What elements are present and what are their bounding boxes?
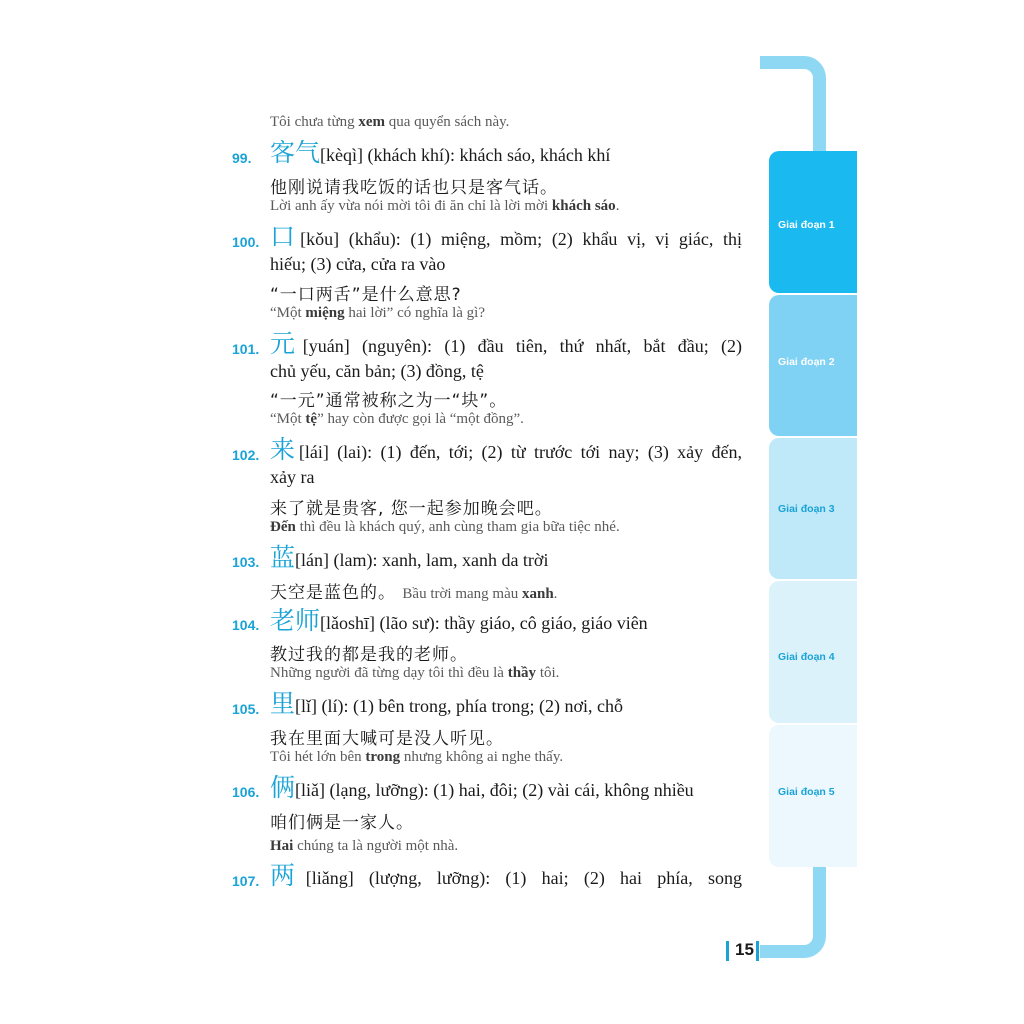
tab-stage-4[interactable]: Giai đoạn 4 [769,581,857,723]
example-chinese: 教过我的都是我的老师。 [270,645,468,665]
entry-number: 105. [232,701,260,717]
entry-number: 107. [232,873,260,889]
example-chinese: 咱们俩是一家人。 [270,813,414,833]
entry-headline-cont: chủ yếu, căn bản; (3) đồng, tệ [270,361,484,381]
page-number: 15 [735,940,754,959]
entry-hanzi: 里 [270,689,296,718]
side-bracket-bottom [760,858,826,958]
example-translation: “Một tệ” hay còn được gọi là “một đồng”. [270,411,524,427]
entry-number: 106. [232,784,260,800]
entry-hanzi: 客气 [270,138,321,167]
example-translation: Lời anh ấy vừa nói mời tôi đi ăn chỉ là lời mời khách sáo. [270,198,620,214]
entry-hanzi: 俩 [270,773,296,802]
example-chinese: 我在里面大喊可是没人听见。 [270,729,504,749]
example-translation: Tôi hét lớn bên trong nhưng không ai nghe thấy. [270,749,564,765]
entry-number: 100. [232,234,260,250]
page-number-bar-right [756,941,759,961]
entry-hanzi: 来 [270,435,299,464]
entry-headline: 来[lái] (lai): (1) đến, tới; (2) từ trước tới nay; (3) xảy đến, [270,435,742,464]
example-translation: Tôi chưa từng xem qua quyển sách này. [270,114,510,130]
entry-headline: 里[lǐ] (lí): (1) bên trong, phía trong; (2) nơi, chỗ [270,689,623,718]
tab-stage-1[interactable]: Giai đoạn 1 [769,151,857,293]
example-chinese: “一元”通常被称之为一“块”。 [270,391,508,411]
example-translation: Đến thì đều là khách quý, anh cùng tham gia bữa tiệc nhé. [270,519,620,535]
entry-headline: 蓝[lán] (lam): xanh, lam, xanh da trời [270,543,549,572]
entry-number: 104. [232,617,260,633]
entry-headline: 客气[kèqì] (khách khí): khách sáo, khách khí [270,138,611,167]
entry-headline-cont: hiếu; (3) cửa, cửa ra vào [270,254,446,274]
entry-number: 101. [232,341,260,357]
example-chinese: “一口两舌”是什么意思? [270,285,462,305]
example-chinese: 他刚说请我吃饭的话也只是客气话。 [270,178,558,198]
page-number-bar-left [726,941,729,961]
entry-headline: 两[liǎng] (lượng, lưỡng): (1) hai; (2) hai phía, song [270,861,742,890]
entry-headline-cont: xảy ra [270,467,315,487]
entry-headline: 口[kǒu] (khẩu): (1) miệng, mồm; (2) khẩu vị, vị giác, thị [270,222,742,251]
entry-hanzi: 蓝 [270,543,296,572]
entry-number: 102. [232,447,260,463]
example-translation: “Một miệng hai lời” có nghĩa là gì? [270,305,485,321]
entry-headline: 元[yuán] (nguyên): (1) đầu tiên, thứ nhất, bắt đầu; (2) [270,329,742,358]
entry-hanzi: 两 [270,861,306,890]
example-chinese: 天空是蓝色的。 Bầu trời mang màu xanh. [270,583,558,603]
tab-stage-3[interactable]: Giai đoạn 3 [769,438,857,579]
entry-number: 103. [232,554,260,570]
example-translation: Những người đã từng dạy tôi thì đều là thầy tôi. [270,665,560,681]
entry-headline: 俩[liǎ] (lạng, lưỡng): (1) hai, đôi; (2) vài cái, không nhiều [270,773,694,802]
entry-number: 99. [232,150,252,166]
entry-hanzi: 老师 [270,606,321,635]
tab-stage-5[interactable]: Giai đoạn 5 [769,725,857,867]
entry-hanzi: 元 [270,329,303,358]
entry-hanzi: 口 [270,222,301,251]
tab-stage-2[interactable]: Giai đoạn 2 [769,295,857,436]
entry-headline: 老师[lǎoshī] (lão sư): thầy giáo, cô giáo, giáo viên [270,606,648,635]
example-chinese: 来了就是贵客, 您一起参加晚会吧。 [270,499,553,519]
example-translation: Bầu trời mang màu xanh. [402,586,558,602]
example-translation: Hai chúng ta là người một nhà. [270,838,459,854]
